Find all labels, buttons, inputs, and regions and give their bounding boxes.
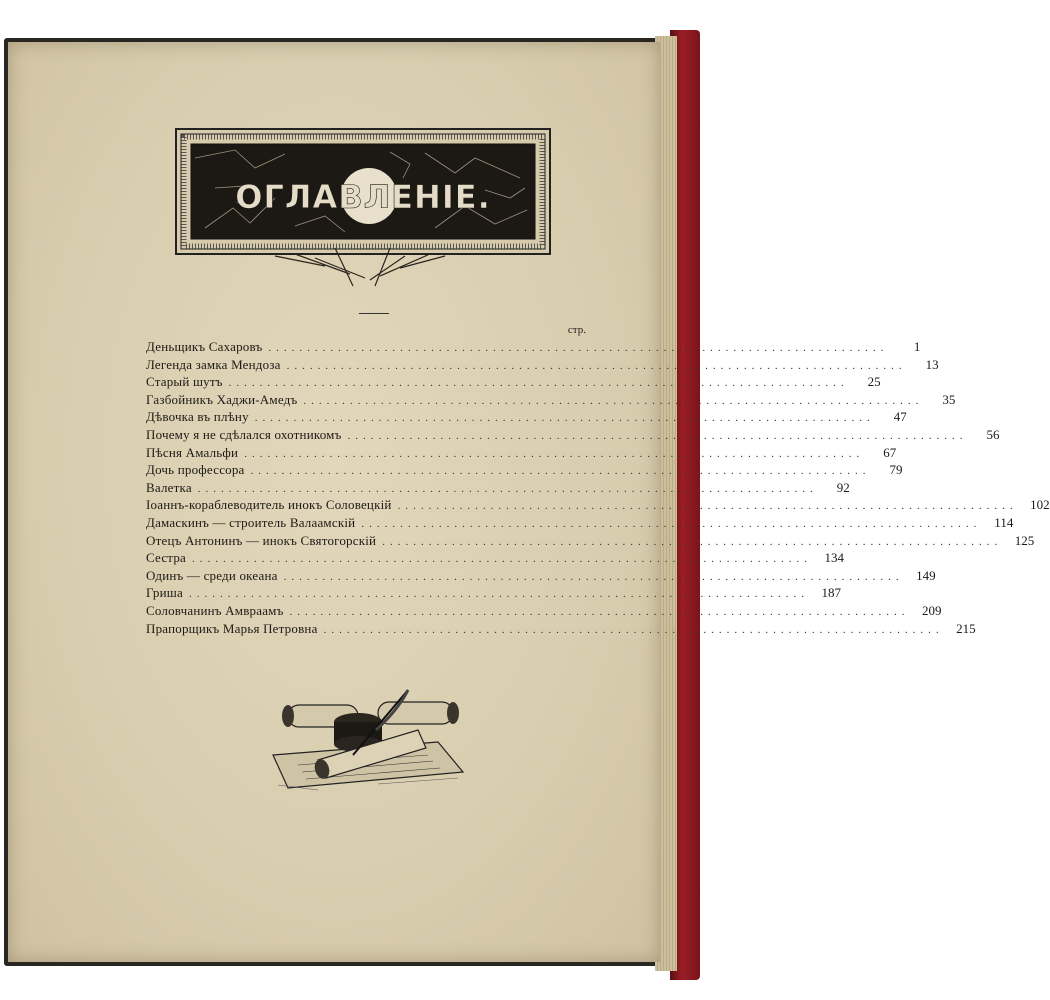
toc-entry-title: Газбойникъ Хаджи-Амедъ <box>146 391 298 407</box>
toc-entry <box>146 356 939 374</box>
toc-entry-title: Старый шутъ <box>146 374 223 390</box>
toc-entry-title: Валетка <box>146 479 192 495</box>
toc-entry-page: 47 <box>893 409 907 425</box>
toc-leader-dots: ................................................................................ <box>289 605 910 618</box>
toc-list <box>146 338 1050 637</box>
toc-entry <box>146 549 845 567</box>
toc-entry-title: Почему я не сдѣлался охотникомъ <box>146 426 342 442</box>
toc-leader-dots: ................................................................................ <box>250 465 871 478</box>
toc-entry-page: 67 <box>883 444 897 460</box>
toc-leader-dots: ................................................................................ <box>361 517 982 530</box>
toc-entry-page: 102 <box>1030 497 1050 513</box>
table-of-contents <box>146 322 1050 637</box>
toc-entry-page: 149 <box>916 567 936 583</box>
toc-entry <box>146 602 942 620</box>
toc-entry-page: 92 <box>836 479 850 495</box>
toc-entry-title: Легенда замка Мендоза <box>146 356 281 372</box>
toc-entry <box>146 444 897 462</box>
toc-entry-title: Прапорщикъ Марья Петровна <box>146 620 318 636</box>
toc-leader-dots: ................................................................................ <box>197 482 818 495</box>
toc-entry-title: Сестра <box>146 550 187 566</box>
toc-entry-page: 1 <box>913 339 921 354</box>
toc-entry <box>146 584 841 602</box>
toc-leader-dots: ................................................................................ <box>192 553 813 566</box>
toc-entry-page: 209 <box>922 602 942 618</box>
toc-leader-dots: ................................................................................ <box>254 412 875 425</box>
toc-entry <box>146 479 850 497</box>
toc-entry <box>146 461 903 479</box>
toc-leader-dots: ................................................................................ <box>397 500 1018 513</box>
toc-leader-dots: ................................................................................ <box>347 429 968 442</box>
toc-entry <box>146 532 1035 550</box>
toc-entry-title: Деньщикъ Сахаровъ <box>146 339 263 354</box>
toc-entry-title: Дамаскинъ — строитель Валаамскій <box>146 514 356 530</box>
toc-leader-dots: ................................................................................ <box>228 377 849 390</box>
toc-entry <box>146 567 936 585</box>
toc-entry <box>146 408 907 426</box>
toc-entry-page: 125 <box>1014 532 1035 548</box>
toc-leader-dots: ................................................................................ <box>323 623 944 636</box>
toc-entry-title: Дочь профессора <box>146 462 245 478</box>
toc-entry <box>146 496 1050 514</box>
toc-entry-title: Гриша <box>146 585 183 601</box>
toc-leader-dots: ................................................................................ <box>303 394 924 407</box>
toc-entry-page: 215 <box>956 620 976 636</box>
toc-entry-title: Отецъ Антонинъ — инокъ Святогорскій <box>146 532 377 548</box>
toc-leader-dots: ................................................................................ <box>286 359 907 372</box>
divider-rule <box>359 313 389 314</box>
page-column-label: стр. <box>567 324 586 336</box>
toc-leader-dots: ................................................................................ <box>382 535 1003 548</box>
toc-entry <box>146 391 956 409</box>
toc-entry <box>146 373 881 391</box>
toc-entry-page: 187 <box>821 585 841 601</box>
toc-leader-dots: ................................................................................ <box>188 588 809 601</box>
toc-entry-title: Пѣсня Амальфи <box>146 444 239 460</box>
toc-entry <box>146 620 976 638</box>
toc-entry-title: Іоаннъ-кораблеводитель инокъ Соловецкій <box>146 497 392 513</box>
toc-entry-page: 35 <box>942 391 956 407</box>
toc-leader-dots: ................................................................................ <box>244 447 865 460</box>
toc-leader-dots: ................................................................................ <box>268 342 889 354</box>
toc-entry-page: 56 <box>986 426 1000 442</box>
toc-entry-title: Одинъ — среди океана <box>146 567 278 583</box>
toc-entry <box>146 426 1000 444</box>
toc-entry-page: 114 <box>994 514 1014 530</box>
toc-entry-page: 79 <box>889 462 903 478</box>
toc-entry-title: Дѣвочка въ плѣну <box>146 409 249 425</box>
toc-entry <box>146 338 921 356</box>
toc-entry-page: 13 <box>925 356 939 372</box>
toc-entry-page: 134 <box>824 550 845 566</box>
toc-leader-dots: ................................................................................ <box>283 570 904 583</box>
page-title: ОГЛАВЛЕНІЕ. <box>235 178 491 216</box>
toc-entry-title: Соловчанинъ Амвраамъ <box>146 602 284 618</box>
title-ornament <box>175 128 551 288</box>
toc-entry <box>146 514 1014 532</box>
toc-entry-page: 25 <box>867 374 881 390</box>
scrolls-vignette <box>258 680 478 795</box>
